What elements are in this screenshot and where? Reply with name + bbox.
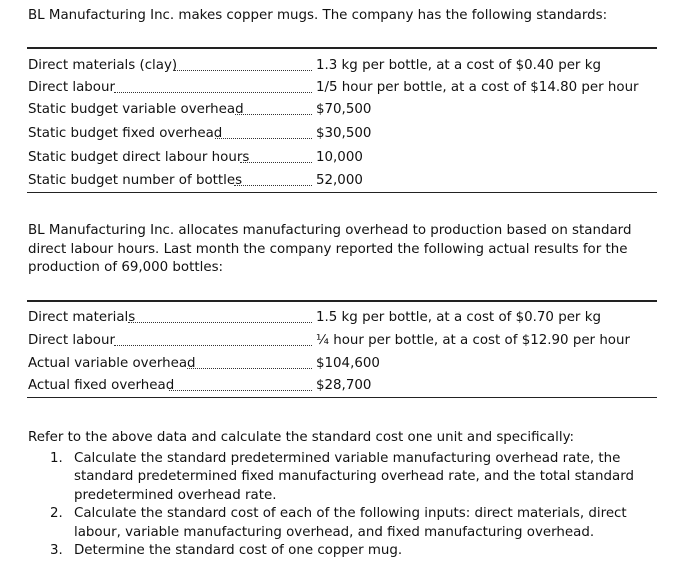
standards-table-top-rule (27, 47, 657, 49)
question-text: Determine the standard cost of one copper mug. (74, 543, 403, 559)
standards-table-bottom-rule (27, 192, 657, 193)
actuals-label: Actual fixed overhead (28, 378, 175, 393)
dot-leader (240, 141, 312, 163)
standards-label: Static budget direct labour hours (28, 150, 250, 165)
question-text: Calculate the standard predetermined variable manufacturing overhead rate, the standard predetermined fixed manufacturing overhead rate, and the total standard predetermined overhead rate. (74, 451, 634, 503)
question-item (32, 542, 672, 560)
actuals-table-top-rule (27, 300, 657, 302)
actuals-label: Actual variable overhead (28, 356, 196, 371)
question-number: 2. (50, 506, 63, 522)
dot-leader (187, 347, 312, 369)
dot-leader (128, 301, 312, 323)
standards-value: 52,000 (316, 173, 363, 188)
actuals-value: ¼ hour per bottle, at a cost of $12.90 per hour (316, 333, 630, 348)
actuals-table-bottom-rule (27, 397, 657, 398)
question-item (32, 450, 672, 505)
dot-leader (235, 93, 312, 115)
allocation-paragraph: BL Manufacturing Inc. allocates manufacturing overhead to production based on standard direct labour hours. Last month the company reported the following actual results for the production of 69,000 bottles: (28, 223, 632, 275)
standards-label: Static budget variable overhead (28, 102, 244, 117)
standards-label: Direct materials (clay) (28, 58, 178, 73)
standards-row (27, 147, 657, 169)
standards-value: 1/5 hour per bottle, at a cost of $14.80 per hour (316, 80, 639, 95)
actuals-row (27, 375, 657, 397)
standards-value: 10,000 (316, 150, 363, 165)
standards-label: Static budget fixed overhead (28, 126, 223, 141)
standards-label: Static budget number of bottles (28, 173, 243, 188)
question-number: 3. (50, 543, 63, 559)
dot-leader (114, 324, 312, 346)
standards-value: $70,500 (316, 102, 372, 117)
question-number: 1. (50, 451, 63, 466)
question-item (32, 505, 672, 542)
actuals-value: $28,700 (316, 378, 372, 393)
standards-label: Direct labour (28, 80, 115, 95)
actuals-value: $104,600 (316, 356, 380, 371)
actuals-row (27, 330, 657, 352)
dot-leader (234, 164, 312, 186)
instruction-text: Refer to the above data and calculate the standard cost one unit and specifically: (28, 430, 575, 445)
dot-leader (114, 71, 312, 93)
actuals-value: 1.5 kg per bottle, at a cost of $0.70 per kg (316, 310, 601, 325)
question-list (32, 450, 672, 560)
dot-leader (174, 49, 312, 71)
actuals-row (27, 353, 657, 375)
standards-row (27, 170, 657, 192)
actuals-label: Direct labour (28, 333, 115, 348)
standards-row (27, 123, 657, 145)
dot-leader (215, 117, 312, 139)
intro-text: BL Manufacturing Inc. makes copper mugs. The company has the following standards: (28, 8, 608, 23)
standards-row (27, 77, 657, 99)
actuals-label: Direct materials (28, 310, 136, 325)
standards-value: 1.3 kg per bottle, at a cost of $0.40 per kg (316, 58, 601, 73)
standards-value: $30,500 (316, 126, 372, 141)
question-text: Calculate the standard cost of each of the following inputs: direct materials, direct labour, variable manufacturing overhead, and fixed manufacturing overhead. (74, 506, 627, 540)
standards-row (27, 99, 657, 121)
dot-leader (169, 369, 312, 391)
